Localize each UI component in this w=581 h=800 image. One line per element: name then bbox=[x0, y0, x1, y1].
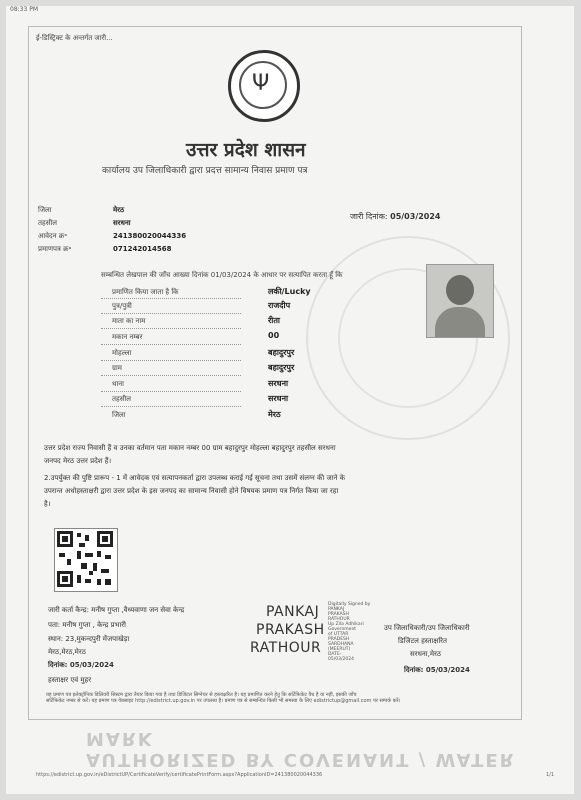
signature-meta-line: RATHOUR bbox=[328, 617, 350, 622]
applicant-photo bbox=[426, 264, 494, 338]
officer-signed: डिजिटल हस्ताक्षरित bbox=[398, 637, 447, 645]
detail-label-house: मकान नम्बर bbox=[112, 333, 143, 341]
detail-value-mother: रीता bbox=[268, 316, 280, 325]
field-label-district: जिला bbox=[38, 206, 52, 214]
signature-meta-line: of UTTAR bbox=[328, 632, 349, 637]
field-label-tehsil: तहसील bbox=[38, 219, 57, 227]
signature-meta-line: SARDHANA bbox=[328, 642, 354, 647]
signature-name-line: RATHOUR bbox=[250, 640, 322, 656]
signature-meta-line: PRAKASH bbox=[328, 612, 349, 617]
emblem-icon: Ψ bbox=[252, 71, 270, 96]
dotted-line bbox=[101, 391, 241, 392]
field-value-certificate: 071242014568 bbox=[113, 245, 172, 253]
field-value-application: 241380020044336 bbox=[113, 232, 187, 240]
paragraph-line: जनपद मेरठ उत्तर प्रदेश हैं। bbox=[44, 457, 112, 465]
signature-meta-line: 05/03/2024 bbox=[328, 657, 354, 662]
detail-label-name: प्रमाणित किया जाता है कि bbox=[112, 288, 179, 296]
dotted-line bbox=[101, 298, 241, 299]
footer-line: यह प्रमाण पत्र इलेक्ट्रॉनिक डिलिवरी सिस्टम द्वारा तैयार किया गया है तथा डिजिटल सिग्नेचर से हस्ताक्षरित है। यह प्रमाणित करने हेतु कि सर्टिफिकेट वैध है या नहीं, इसकी जाँच bbox=[46, 692, 357, 698]
detail-value-village: बहादुरपुर bbox=[268, 363, 295, 372]
detail-label-mother: माता का नाम bbox=[112, 317, 146, 325]
signature-name-line: PRAKASH bbox=[256, 622, 325, 638]
certificate-subtitle: कार्यालय उप जिलाधिकारी द्वारा प्रदत्त सामान्य निवास प्रमाण पत्र bbox=[102, 166, 308, 176]
signature-meta-line: DATE- bbox=[328, 652, 342, 657]
dotted-line bbox=[101, 360, 241, 361]
detail-label-father: पुत्र/पुत्री bbox=[112, 302, 132, 310]
issuer-place: स्थान: 23,मुकन्दपुरी मेंजपाखेड़ा bbox=[48, 635, 130, 643]
detail-value-house: 00 bbox=[268, 331, 280, 340]
detail-label-district2: जिला bbox=[112, 411, 126, 419]
footer-note bbox=[46, 692, 401, 704]
signature-meta-line: Digitally Signed by bbox=[328, 602, 371, 607]
intro-line: सम्बन्धित लेखपाल की जाँच आख्या दिनांक 01/03/2024 के आधार पर सत्यापित करता हूँ कि bbox=[101, 271, 343, 279]
seal-ring bbox=[239, 61, 287, 109]
detail-value-father: राजदीप bbox=[268, 301, 291, 310]
bleed-through-text: AUTHORIZED BY COVENANT / WATER MARK bbox=[86, 728, 516, 770]
top-note: ई-डिस्ट्रिक्ट के अन्तर्गत जारी... bbox=[36, 34, 113, 42]
detail-value-name: लकी/Lucky bbox=[268, 287, 311, 296]
issue-date-value: 05/03/2024 bbox=[390, 212, 441, 221]
signature-meta-line: Government bbox=[328, 627, 357, 632]
detail-label-tehsil2: तहसील bbox=[112, 395, 131, 403]
paragraph-line: है। bbox=[44, 500, 51, 508]
dotted-line bbox=[101, 313, 241, 314]
signature-meta-line: PANKAJ bbox=[328, 607, 345, 612]
photo-body bbox=[435, 307, 485, 337]
timestamp: 08:33 PM bbox=[10, 6, 38, 13]
field-label-application: आवेदन क्र॰ bbox=[38, 232, 68, 240]
issuer-centre: जारी कर्ता कैन्द्र: मनीष गुप्ता ,वैध्यवाणा जन सेवा केन्द्र bbox=[48, 606, 185, 614]
detail-value-police: सरधना bbox=[268, 379, 289, 388]
issuer-sign-label: हस्ताक्षर एवं मुहर bbox=[48, 676, 92, 684]
issuer-date: दिनांक: 05/03/2024 bbox=[48, 661, 114, 669]
gov-title: उत्तर प्रदेश शासन bbox=[186, 139, 306, 161]
detail-label-village: ग्राम bbox=[112, 364, 122, 372]
signature-meta-line: (MEERUT) bbox=[328, 647, 351, 652]
detail-value-district2: मेरठ bbox=[268, 410, 281, 419]
page-number: 1/1 bbox=[546, 772, 555, 778]
detail-label-locality: मोहल्ला bbox=[112, 349, 132, 357]
dotted-line bbox=[101, 344, 241, 345]
field-label-certificate: प्रमाणपत्र क्र॰ bbox=[38, 245, 72, 253]
officer-title: उप जिलाधिकारी/उप जिलाधिकारी bbox=[384, 624, 470, 632]
issuer-address: पता: मनीष गुप्ता , केन्द्र प्रभारी bbox=[48, 621, 126, 629]
qr-code-pattern bbox=[55, 529, 115, 589]
certificate-page bbox=[6, 6, 574, 794]
field-value-district: मेरठ bbox=[113, 206, 125, 214]
paragraph-line: उत्तर प्रदेश राज्य निवासी हैं व उनका वर्तमान पता मकान नम्बर 00 ग्राम बहादुरपुर मोहल्ला बहादुरपुर तहसील सरधना bbox=[44, 444, 336, 452]
officer-place: सरधना,मेरठ bbox=[410, 650, 441, 658]
govt-seal bbox=[228, 50, 300, 122]
officer-date: दिनांक: 05/03/2024 bbox=[404, 666, 470, 674]
field-value-tehsil: सरधना bbox=[113, 219, 131, 227]
signature-meta bbox=[328, 602, 370, 662]
issue-date-label: जारी दिनांक: bbox=[350, 212, 388, 221]
dotted-line bbox=[101, 375, 241, 376]
signature-meta-line: Up Zila Adhikari bbox=[328, 622, 364, 627]
issue-date bbox=[350, 211, 441, 222]
page-url: https://edistrict.up.gov.in/eDistrictUP/CertificateVerify/certificatePrintForm.aspx?ApplicationID=241380020044336 bbox=[36, 772, 323, 778]
photo-head bbox=[446, 275, 474, 305]
paragraph-line: 2.उपर्युक्त की पुष्टि प्रारूप - 1 में आवेदक एवं सत्यापनकर्ता द्वारा उपलब्ध कराई गई सूचना तथा उसमें संलग्न की जाने के bbox=[44, 474, 345, 482]
dotted-line bbox=[101, 406, 241, 407]
detail-label-police: थाना bbox=[112, 380, 124, 388]
detail-value-tehsil2: सरधना bbox=[268, 394, 289, 403]
issuer-city: मेरठ,मेरठ,मेरठ bbox=[48, 648, 86, 656]
paragraph-line: उपरान्त अधोहस्ताक्षरी द्वारा उत्तर प्रदेश के इस जनपद का सामान्य निवासी होने विषयक प्रमाण पत्र निर्गत किया जा रहा bbox=[44, 487, 339, 495]
qr-code bbox=[54, 528, 118, 592]
signature-name-line: PANKAJ bbox=[266, 604, 320, 620]
signature-meta-line: PRADESH bbox=[328, 637, 350, 642]
footer-line: सर्टिफिकेट नम्बर से करें। यह प्रमाण पत्र वेबसाइट http://edistrict.up.gov.in पर उपलब्ध है। प्रमाण पत्र से सम्बन्धित किसी भी समस्या के लिए edistrictup@gmail.com पर सम्पर्क करें। bbox=[46, 698, 401, 704]
dotted-line bbox=[101, 328, 241, 329]
detail-value-locality: बहादुरपुर bbox=[268, 348, 295, 357]
